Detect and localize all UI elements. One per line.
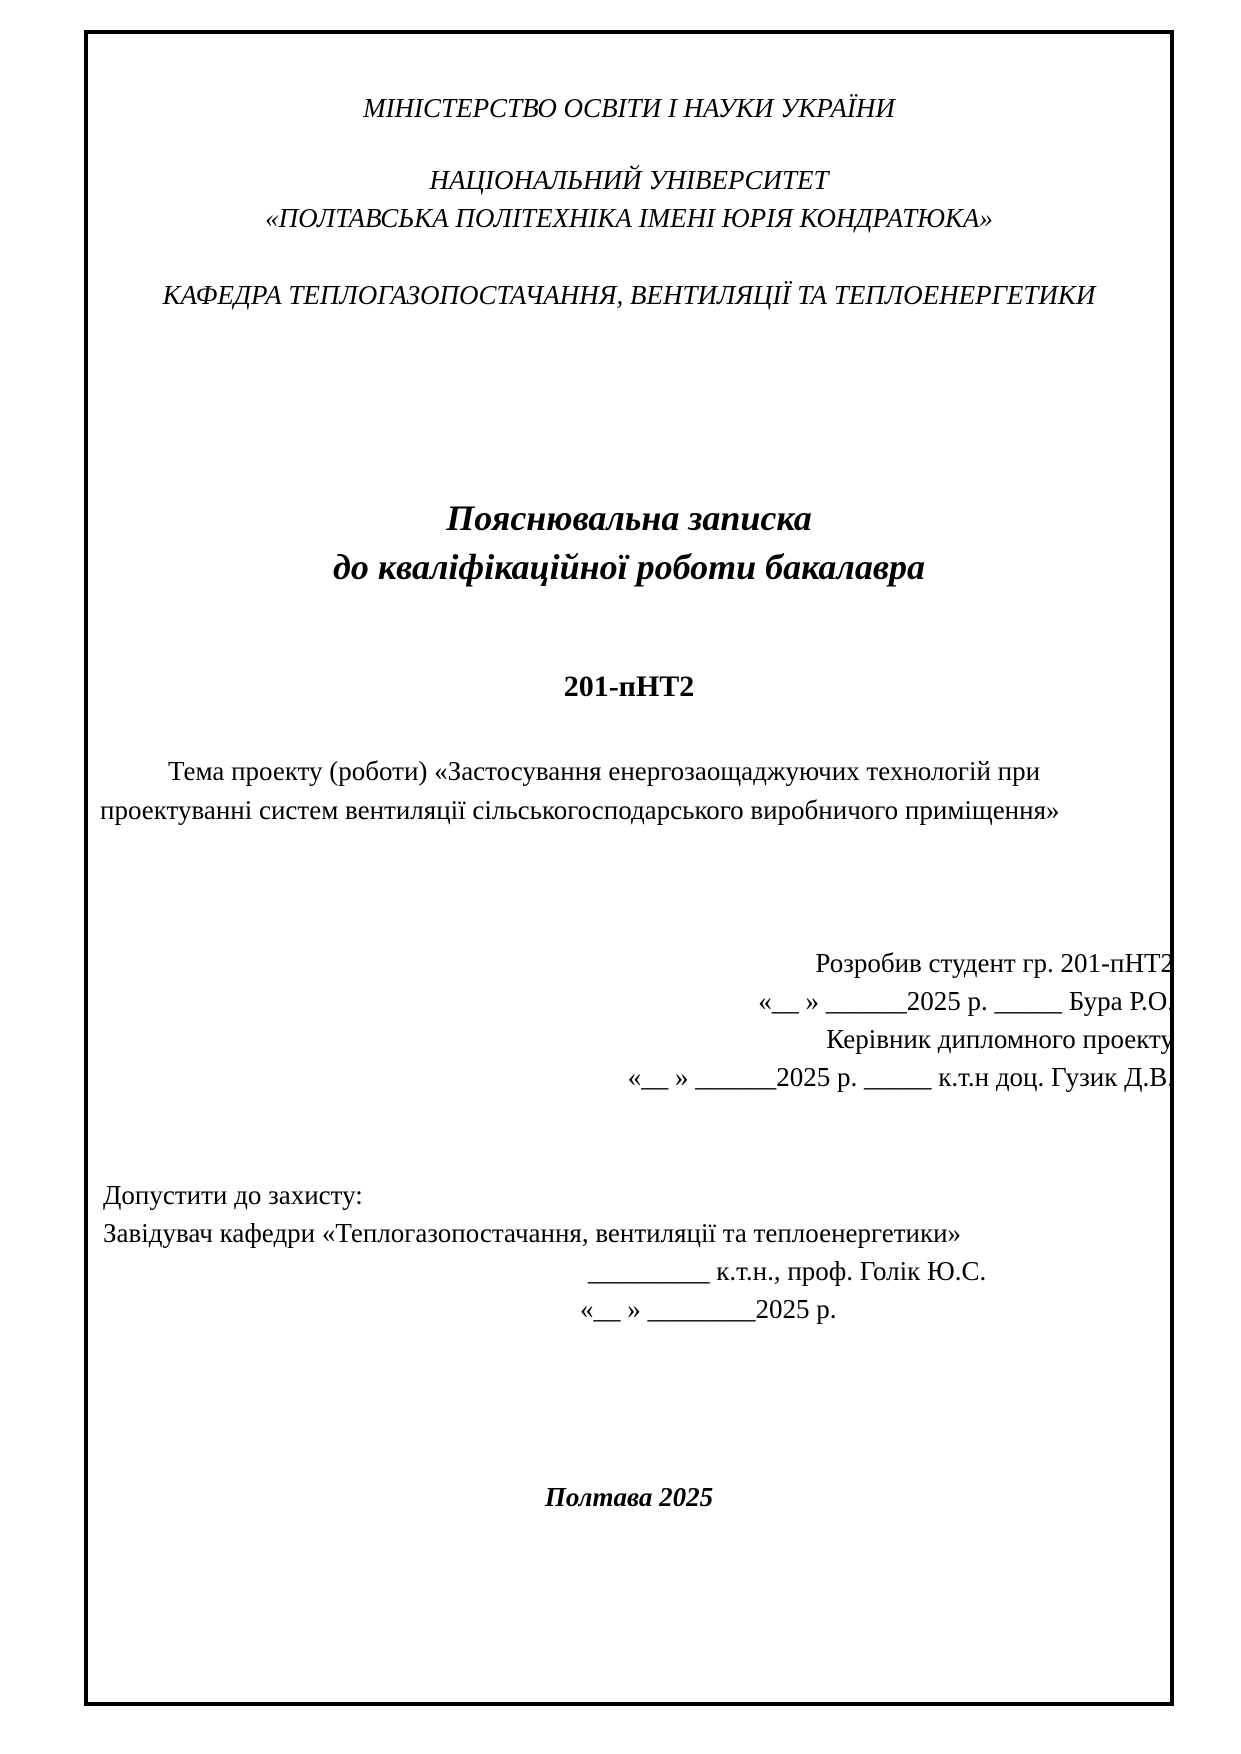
department-head-signature: _________ к.т.н., проф. Голік Ю.С. bbox=[588, 1256, 987, 1286]
group-code: 201-пНТ2 bbox=[563, 670, 695, 703]
department-heading: КАФЕДРА ТЕПЛОГАЗОПОСТАЧАННЯ, ВЕНТИЛЯЦІЇ ТА ТЕПЛОЕНЕРГЕТИКИ bbox=[162, 280, 1096, 310]
university-name-line1: НАЦІОНАЛЬНИЙ УНІВЕРСИТЕТ bbox=[429, 165, 829, 195]
department-head-label: Завідувач кафедри «Теплогазопостачання, вентиляції та теплоенергетики» bbox=[103, 1218, 962, 1248]
document-title-line2: до кваліфікаційної роботи бакалавра bbox=[333, 547, 925, 587]
student-label: Розробив студент гр. 201-пНТ2 bbox=[815, 948, 1174, 978]
supervisor-label: Керівник дипломного проекту bbox=[826, 1024, 1174, 1054]
ministry-heading: МІНІСТЕРСТВО ОСВІТИ І НАУКИ УКРАЇНИ bbox=[363, 93, 895, 123]
supervisor-signature: «__ » ______2025 р. _____ к.т.н доц. Гузик Д.В. bbox=[627, 1062, 1174, 1092]
topic-line1: Тема проекту (роботи) «Застосування енергозаощаджуючих технологій при bbox=[168, 756, 1041, 786]
city-year: Полтава 2025 bbox=[544, 1482, 714, 1512]
university-name-line2: «ПОЛТАВСЬКА ПОЛІТЕХНІКА ІМЕНІ ЮРІЯ КОНДРАТЮКА» bbox=[265, 203, 993, 233]
approval-date: «__ » ________2025 р. bbox=[580, 1294, 837, 1324]
admit-to-defense: Допустити до захисту: bbox=[103, 1180, 363, 1210]
student-signature: «__ » ______2025 р. _____ Бура Р.О. bbox=[758, 986, 1174, 1016]
topic-line2: проектуванні систем вентиляції сільськогосподарського виробничого приміщення» bbox=[100, 795, 1060, 825]
document-title-line1: Пояснювальна записка bbox=[446, 498, 812, 538]
